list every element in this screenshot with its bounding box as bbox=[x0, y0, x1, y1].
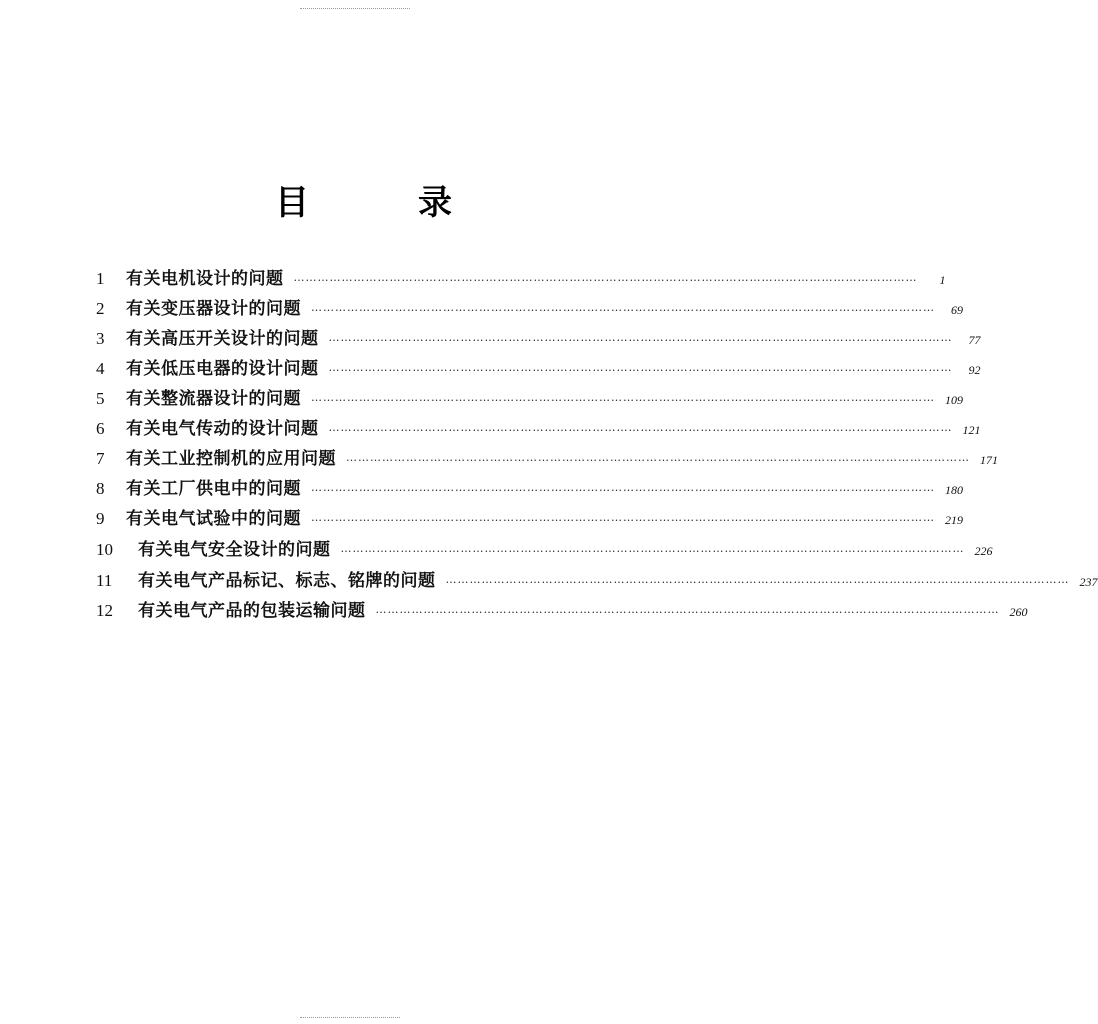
toc-entry-number: 11 bbox=[96, 571, 113, 590]
toc-entry-number: 12 bbox=[96, 601, 113, 620]
dot-leader: ………………………………………………………………………………………………………………………………………… bbox=[311, 391, 935, 404]
toc-entry-title: 有关变压器设计的问题 bbox=[126, 299, 301, 319]
toc-entry-page: 226 bbox=[974, 544, 993, 558]
toc-entry-title: 有关工厂供电中的问题 bbox=[126, 479, 301, 499]
page-top-artifact bbox=[300, 0, 410, 9]
page-title bbox=[0, 180, 724, 230]
dot-leader: ………………………………………………………………………………………………………………………………………… bbox=[328, 361, 953, 374]
title-char-1: 目 bbox=[275, 183, 309, 223]
toc-entry bbox=[96, 265, 946, 293]
dot-leader: ………………………………………………………………………………………………………………………………………… bbox=[375, 603, 1000, 616]
toc-entry-page: 1 bbox=[939, 273, 946, 287]
toc-entry-number: 4 bbox=[96, 359, 105, 378]
dot-leader: ………………………………………………………………………………………………………………………………………… bbox=[328, 331, 953, 344]
toc-entry-page: 180 bbox=[945, 483, 963, 497]
toc-entry bbox=[96, 505, 963, 533]
toc-entry-page: 121 bbox=[962, 423, 981, 437]
dot-leader: ………………………………………………………………………………………………………………………………………… bbox=[445, 573, 1070, 586]
toc-entry-number: 8 bbox=[96, 479, 105, 498]
toc-entry-number: 5 bbox=[96, 389, 105, 408]
dot-leader: ………………………………………………………………………………………………………………………………………… bbox=[311, 511, 935, 524]
page-bottom-artifact bbox=[300, 1017, 400, 1024]
toc-entry-page: 260 bbox=[1009, 605, 1028, 619]
toc-entry-number: 6 bbox=[96, 419, 105, 438]
dot-leader: ………………………………………………………………………………………………………………………………………… bbox=[346, 451, 970, 464]
dot-leader: ………………………………………………………………………………………………………………………………………… bbox=[328, 421, 953, 434]
toc-entry bbox=[96, 536, 993, 564]
toc-entry-title: 有关工业控制机的应用问题 bbox=[126, 449, 336, 469]
toc-entry-page: 69 bbox=[951, 303, 963, 317]
toc-entry bbox=[96, 355, 981, 383]
toc-entry-title: 有关整流器设计的问题 bbox=[126, 389, 301, 409]
toc-entry-page: 219 bbox=[945, 513, 963, 527]
toc-entry bbox=[96, 325, 981, 353]
toc-entry-number: 10 bbox=[96, 540, 113, 559]
dot-leader: ………………………………………………………………………………………………………………………………………… bbox=[311, 301, 935, 314]
toc-entry-title: 有关高压开关设计的问题 bbox=[126, 329, 319, 349]
toc-entry bbox=[96, 445, 998, 473]
toc-entry-number: 7 bbox=[96, 449, 105, 468]
title-char-2: 录 bbox=[418, 183, 452, 223]
toc-entry-number: 2 bbox=[96, 299, 105, 318]
toc-entry-page: 92 bbox=[968, 363, 981, 377]
toc-entry-number: 9 bbox=[96, 509, 105, 528]
toc-entry-number: 1 bbox=[96, 269, 105, 288]
toc-entry bbox=[96, 475, 963, 503]
toc-entry bbox=[96, 597, 1028, 625]
toc-entry bbox=[96, 415, 981, 443]
toc-entry-number: 3 bbox=[96, 329, 105, 348]
dot-leader: ………………………………………………………………………………………………………………………………………… bbox=[293, 271, 918, 284]
toc-entry-page: 109 bbox=[945, 393, 963, 407]
toc-entry-title: 有关电机设计的问题 bbox=[126, 269, 284, 289]
toc-entry bbox=[96, 385, 963, 413]
toc-entry-page: 77 bbox=[968, 333, 981, 347]
dot-leader: ………………………………………………………………………………………………………………………………………… bbox=[311, 481, 935, 494]
toc-entry-title: 有关电气安全设计的问题 bbox=[138, 540, 331, 560]
toc-entry-title: 有关电气产品标记、标志、铭牌的问题 bbox=[138, 571, 436, 591]
toc-entry-title: 有关低压电器的设计问题 bbox=[126, 359, 319, 379]
toc-entry-title: 有关电气传动的设计问题 bbox=[126, 419, 319, 439]
toc-entry-title: 有关电气试验中的问题 bbox=[126, 509, 301, 529]
toc-entry-page: 237 bbox=[1079, 575, 1098, 589]
toc-entry-page: 171 bbox=[980, 453, 998, 467]
toc-entry-title: 有关电气产品的包装运输问题 bbox=[138, 601, 366, 621]
dot-leader: ………………………………………………………………………………………………………………………………………… bbox=[340, 542, 965, 555]
toc-entry bbox=[96, 567, 1098, 595]
toc-entry bbox=[96, 295, 963, 323]
